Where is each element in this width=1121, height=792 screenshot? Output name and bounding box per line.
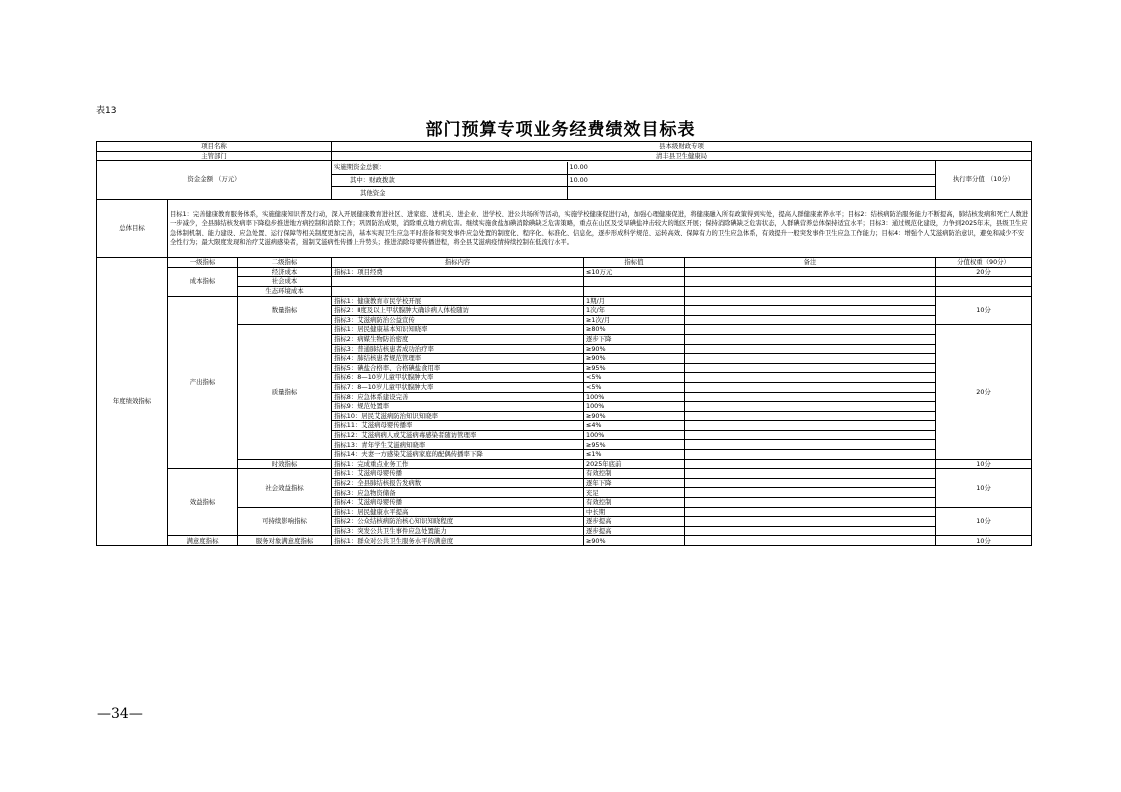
project-name-label: 项目名称 <box>97 142 332 152</box>
page-number: —34— <box>97 706 143 722</box>
fund-other-value <box>567 187 666 199</box>
indicator-header-row <box>97 258 1032 268</box>
quality-content-12: 指标12：艾滋病病人或艾滋病毒感染者随访管理率 <box>332 430 584 440</box>
cost-economic-l2: 经济成本 <box>238 267 332 277</box>
satisfaction-value: ≥90% <box>584 536 685 546</box>
table-row <box>97 296 1032 306</box>
quality-content-8: 指标8：应急体系建设完善 <box>332 392 584 402</box>
header-level1: 一级指标 <box>168 258 238 268</box>
cost-social-l2: 社会成本 <box>238 277 332 287</box>
quality-value-11: ≤4% <box>584 421 685 431</box>
fund-total-value: 10.00 <box>567 162 666 175</box>
header-level2: 二级指标 <box>238 258 332 268</box>
satisfaction-content: 指标1：群众对公共卫生服务水平的满意度 <box>332 536 584 546</box>
department-row <box>97 151 1032 161</box>
quantity-score: 10分 <box>936 296 1032 325</box>
exec-rate-score: 执行率分值 （10分） <box>936 161 1032 200</box>
fund-row <box>97 161 1032 200</box>
quality-value-8: 100% <box>584 392 685 402</box>
output-level1: 产出指标 <box>168 296 238 469</box>
timeliness-value: 2025年底前 <box>584 459 685 469</box>
department-label: 主管部门 <box>97 151 332 161</box>
sustain-content-1: 指标1：居民健康水平提高 <box>332 507 584 517</box>
quality-value-2: 逐步下降 <box>584 334 685 344</box>
quality-value-4: ≥90% <box>584 354 685 364</box>
quantity-value-2: 1次/年 <box>584 306 685 316</box>
quantity-content-3: 指标3：艾滋病防治公益宣传 <box>332 315 584 325</box>
quality-content-14: 指标14：夫妻一方感染艾滋病家庭的配偶传播率下降 <box>332 450 584 460</box>
social-content-2: 指标2：全县肺结核报告发病数 <box>332 478 584 488</box>
header-score: 分值权重（90分） <box>936 258 1032 268</box>
table-row <box>97 469 1032 479</box>
fund-fiscal-label: 其中：财政拨款 <box>332 174 567 187</box>
quantity-value-1: 1期/月 <box>584 296 685 306</box>
cost-economic-score: 20分 <box>936 267 1032 277</box>
quality-value-5: ≥95% <box>584 363 685 373</box>
fund-other-label: 其他资金 <box>332 187 567 199</box>
quality-score: 20分 <box>936 325 1032 459</box>
sustain-value-2: 逐步提高 <box>584 517 685 527</box>
cost-level1: 成本指标 <box>168 267 238 296</box>
table-number: 表13 <box>96 106 117 116</box>
quality-value-13: ≥95% <box>584 440 685 450</box>
table-row <box>97 536 1032 546</box>
quality-content-1: 指标1：居民健康基本知识知晓率 <box>332 325 584 335</box>
header-value: 指标值 <box>584 258 685 268</box>
social-effect-l2: 社会效益指标 <box>238 469 332 507</box>
annual-indicators-label: 年度绩效指标 <box>97 258 168 546</box>
cost-economic-value: ≤10万元 <box>584 267 685 277</box>
header-content: 指标内容 <box>332 258 584 268</box>
quantity-l2: 数量指标 <box>238 296 332 325</box>
table-row <box>97 277 1032 287</box>
quality-value-12: 100% <box>584 430 685 440</box>
quality-content-4: 指标4：肺结核患者规范管理率 <box>332 354 584 364</box>
sustain-value-1: 中长期 <box>584 507 685 517</box>
cost-economic-content: 指标1：项目经费 <box>332 267 584 277</box>
quality-content-5: 指标5：碘盐合格率、合格碘盐食用率 <box>332 363 584 373</box>
social-value-2: 逐年下降 <box>584 478 685 488</box>
timeliness-content: 指标1：完成重点业务工作 <box>332 459 584 469</box>
cost-eco-env-l2: 生态环境成本 <box>238 286 332 296</box>
performance-target-table <box>96 141 1032 546</box>
fund-detail-cell <box>332 161 936 200</box>
quality-content-11: 指标11：艾滋病母婴传播率 <box>332 421 584 431</box>
timeliness-l2: 时效指标 <box>238 459 332 469</box>
department-value: 清丰县卫生健康局 <box>332 151 1032 161</box>
sustain-score: 10分 <box>936 507 1032 536</box>
sustain-content-3: 指标3：突发公共卫生事件应急处置能力 <box>332 526 584 536</box>
quality-value-6: <5% <box>584 373 685 383</box>
quality-l2: 质量指标 <box>238 325 332 459</box>
fund-amount-label: 资金金额 （万元） <box>97 161 332 200</box>
remark-cell <box>685 267 936 277</box>
sustain-value-3: 逐步提高 <box>584 526 685 536</box>
fund-total-label: 实施期资金总额： <box>332 162 567 175</box>
social-content-1: 指标1：艾滋病母婴传播 <box>332 469 584 479</box>
quality-content-13: 指标13：青年学生艾滋病知晓率 <box>332 440 584 450</box>
timeliness-score: 10分 <box>936 459 1032 469</box>
header-remark: 备注 <box>685 258 936 268</box>
table-row <box>97 286 1032 296</box>
effect-level1: 效益指标 <box>168 469 238 536</box>
social-score: 10分 <box>936 469 1032 507</box>
table-row <box>97 325 1032 335</box>
social-value-1: 有效控制 <box>584 469 685 479</box>
sustain-l2: 可持续影响指标 <box>238 507 332 536</box>
sustain-content-2: 指标2：公众结核病防治核心知识知晓程度 <box>332 517 584 527</box>
quality-content-7: 指标7：8—10岁儿童甲状腺肿大率 <box>332 382 584 392</box>
page-title: 部门预算专项业务经费绩效目标表 <box>425 120 696 140</box>
quantity-content-1: 指标1：健康教育市民学校开展 <box>332 296 584 306</box>
quality-value-9: 100% <box>584 402 685 412</box>
social-value-3: 充足 <box>584 488 685 498</box>
quality-content-3: 指标3：普通肺结核患者成功治疗率 <box>332 344 584 354</box>
satisfaction-l2: 服务对象满意度指标 <box>238 536 332 546</box>
project-name-row <box>97 142 1032 152</box>
quality-content-6: 指标6：8—10岁儿童甲状腺肿大率 <box>332 373 584 383</box>
quality-value-3: ≥90% <box>584 344 685 354</box>
quality-value-7: <5% <box>584 382 685 392</box>
project-name-value: 县本级财政专项 <box>332 142 1032 152</box>
quality-value-14: ≤1% <box>584 450 685 460</box>
quality-value-10: ≥90% <box>584 411 685 421</box>
quality-content-2: 指标2：病媒生物防治密度 <box>332 334 584 344</box>
overall-goal-row <box>97 200 1032 258</box>
overall-goal-label: 总体目标 <box>97 200 168 258</box>
table-row <box>97 507 1032 517</box>
table-row <box>97 459 1032 469</box>
social-value-4: 有效控制 <box>584 498 685 508</box>
social-content-4: 指标4：艾滋病母婴传播 <box>332 498 584 508</box>
overall-goal-text: 目标1：完善健康教育服务体系，实施健康知识普及行动，深入开展健康教育进社区、进家庭、进机关、进企业、进学校、进公共场所等活动，实施学校健康促进行动，加强心理健康促进，将健康融入所有政策得到实处，提高人群健康素养水平；目标2：结核病防治服务能力不断提高，肺结核发病和死亡人数进一步减少，全县肺结核发病率下降稳步推进地方病控制和消除工作；巩固防治成果，消除重点地方病危害。继续实施食盐加碘消除碘缺乏危害策略，重点在山区及受旱碘盐冲击较大的地区开展；保持消除碘缺乏危害状态，人群碘营养总体保持适宜水平；目标3：通过规范化建设，力争到2025年末，县级卫生应急体制机制、能力建设、应急处置、运行保障等相关制度更加完善，基本实现卫生应急平时准备和突发事件应急处置的制度化、程序化、标准化、信息化，逐步形成科学规范、运转高效、保障有力的卫生应急体系，有效提升一般突发事件卫生应急工作能力；目标4：增强个人艾滋病防治意识，避免和减少不安全性行为；最大限度发现和治疗艾滋病感染者，遏制艾滋病性传播上升势头；推进消除母婴传播进程，将全县艾滋病疫情持续控制在低流行水平。 <box>168 200 1032 258</box>
satisfaction-score: 10分 <box>936 536 1032 546</box>
social-content-3: 指标3：应急物资储备 <box>332 488 584 498</box>
fund-fiscal-value: 10.00 <box>567 174 666 187</box>
quality-content-10: 指标10：居民艾滋病防治知识知晓率 <box>332 411 584 421</box>
satisfaction-level1: 满意度指标 <box>168 536 238 546</box>
table-row <box>97 267 1032 277</box>
quality-value-1: ≥80% <box>584 325 685 335</box>
quantity-content-2: 指标2：Ⅱ度及以上甲状腺肿大确诊病人体检随访 <box>332 306 584 316</box>
quantity-value-3: ≥1次/月 <box>584 315 685 325</box>
quality-content-9: 指标9：规范处置率 <box>332 402 584 412</box>
